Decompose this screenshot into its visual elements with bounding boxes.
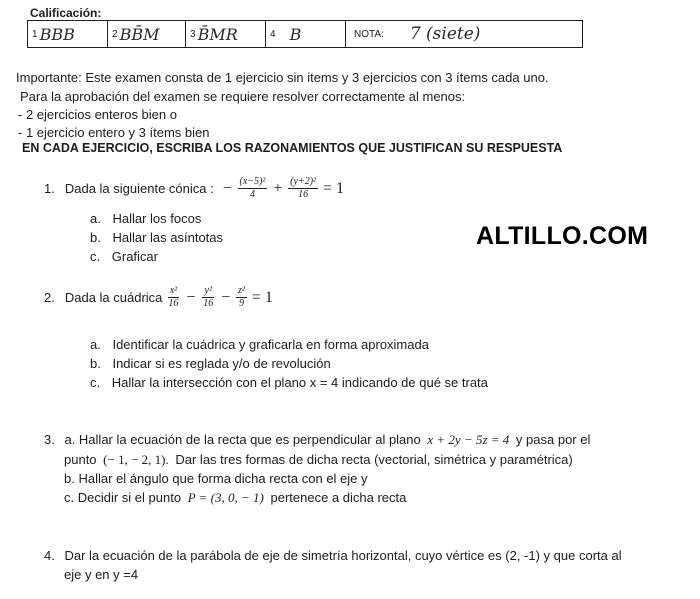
exercise-4-line-1 — [44, 548, 622, 563]
fraction-denominator: 16 — [298, 189, 309, 200]
fraction-denominator: 4 — [249, 189, 255, 200]
item-text: Indicar si es reglada y/o de revolución — [112, 356, 331, 371]
instruction-line-4: - 1 ejercicio entero y 3 ítems bien — [18, 125, 210, 140]
exercise-1-statement — [44, 176, 347, 201]
grade-label: Calificación: — [30, 6, 102, 20]
instruction-line-1: Importante: Este examen consta de 1 ejercicio sin items y 3 ejercicios con 3 ítems cada uno. — [16, 70, 549, 85]
fraction-denominator: 16 — [203, 298, 214, 309]
instruction-line-3: - 2 ejercicios enteros bien o — [18, 107, 177, 122]
item-letter: b. — [90, 356, 101, 371]
grade-cell-1 — [28, 21, 108, 47]
exercise-2-item-a — [90, 337, 429, 352]
item-text: Dar las tres formas de dicha recta (vectorial, simétrica y paramétrica) — [175, 452, 573, 467]
instruction-line-5: EN CADA EJERCICIO, ESCRIBA LOS RAZONAMIENTOS QUE JUSTIFICAN SU RESPUESTA — [22, 141, 563, 155]
item-text: Dar la ecuación de la parábola de eje de simetría horizontal, cuyo vértice es (2, -1) y que corta al — [64, 548, 622, 563]
fraction — [288, 176, 318, 201]
equation-rhs: = 1 — [251, 288, 273, 306]
item-letter: b. — [90, 230, 101, 245]
fraction — [238, 176, 268, 201]
grade-cell-number: 3 — [190, 28, 196, 40]
grade-table — [27, 20, 583, 48]
fraction — [166, 285, 180, 310]
plus-sign: + — [272, 179, 284, 197]
grade-mark: BB̄M — [119, 24, 160, 44]
exercise-2-statement — [44, 285, 276, 310]
exercise-4-line-2: eje y en y =4 — [64, 567, 139, 582]
minus-sign: − — [185, 288, 197, 306]
fraction — [236, 285, 247, 310]
item-letter: c. — [90, 249, 101, 264]
watermark: ALTILLO.COM — [476, 222, 649, 250]
fraction-denominator: 16 — [168, 298, 179, 309]
grade-mark: BBB — [39, 24, 75, 44]
exercise-2-item-c — [90, 375, 488, 390]
grade-cell-2 — [108, 21, 186, 47]
exercise-3-item-a-line-2 — [64, 452, 573, 468]
grade-cell-nota — [346, 21, 582, 47]
fraction — [201, 285, 215, 310]
item-text: Hallar la intersección con el plano x = 4 indicando de qué se trata — [111, 375, 488, 390]
item-text: Hallar las asíntotas — [112, 230, 224, 245]
nota-label: NOTA: — [354, 28, 384, 40]
fraction-numerator: z² — [238, 285, 245, 296]
fraction-denominator: 9 — [238, 298, 244, 309]
exercise-2-item-b — [90, 356, 331, 371]
fraction-numerator: (x−5)² — [239, 176, 266, 187]
minus-sign: − — [221, 179, 233, 197]
grade-mark: B — [289, 24, 302, 44]
item-letter: a. — [90, 211, 101, 226]
item-text: c. Decidir si el punto — [64, 490, 182, 505]
fraction-numerator: y² — [204, 285, 212, 296]
exercise-3-item-a-line-1 — [44, 432, 590, 448]
exercise-number: 1. — [44, 181, 55, 196]
fraction-numerator: x² — [169, 285, 178, 296]
point-coordinates: P = (3, 0, − 1) — [187, 490, 264, 505]
grade-cell-4 — [266, 21, 346, 47]
exercise-3-item-c — [64, 490, 406, 506]
item-text: punto — [64, 452, 97, 467]
exercise-prompt: Dada la cuádrica — [64, 290, 163, 305]
grade-cell-number: 4 — [270, 28, 276, 40]
item-text: Hallar los focos — [112, 211, 202, 226]
item-text: a. Hallar la ecuación de la recta que es perpendicular al plano — [64, 432, 421, 447]
item-text: y pasa por el — [515, 432, 591, 447]
plane-equation: x + 2y − 5z = 4 — [427, 432, 510, 447]
point-coordinates: (− 1, − 2, 1). — [103, 452, 169, 467]
item-text: pertenece a dicha recta — [270, 490, 407, 505]
grade-cell-number: 2 — [112, 28, 118, 40]
equation-rhs: = 1 — [323, 179, 345, 197]
instruction-line-2: Para la aprobación del examen se requiere resolver correctamente al menos: — [20, 89, 466, 104]
exercise-number: 2. — [44, 290, 55, 305]
grade-mark: B̄MR — [197, 24, 238, 44]
item-letter: c. — [90, 375, 101, 390]
minus-sign: − — [220, 288, 231, 306]
fraction-numerator: (y+2)² — [290, 176, 317, 187]
item-letter: a. — [90, 337, 101, 352]
exercise-1-item-c — [90, 249, 158, 264]
grade-cell-3 — [186, 21, 266, 47]
exercise-1-item-b — [90, 230, 223, 245]
exercise-number: 4. — [44, 548, 55, 563]
item-text: Identificar la cuádrica y graficarla en forma aproximada — [112, 337, 429, 352]
exercise-3-item-b: b. Hallar el ángulo que forma dicha recta con el eje y — [64, 471, 368, 486]
exercise-number: 3. — [44, 432, 55, 447]
grade-cell-number: 1 — [32, 28, 38, 40]
exercise-1-item-a — [90, 211, 201, 226]
exercise-prompt: Dada la siguiente cónica : — [64, 181, 214, 196]
nota-value: 7 (siete) — [409, 24, 481, 44]
item-text: Graficar — [111, 249, 158, 264]
